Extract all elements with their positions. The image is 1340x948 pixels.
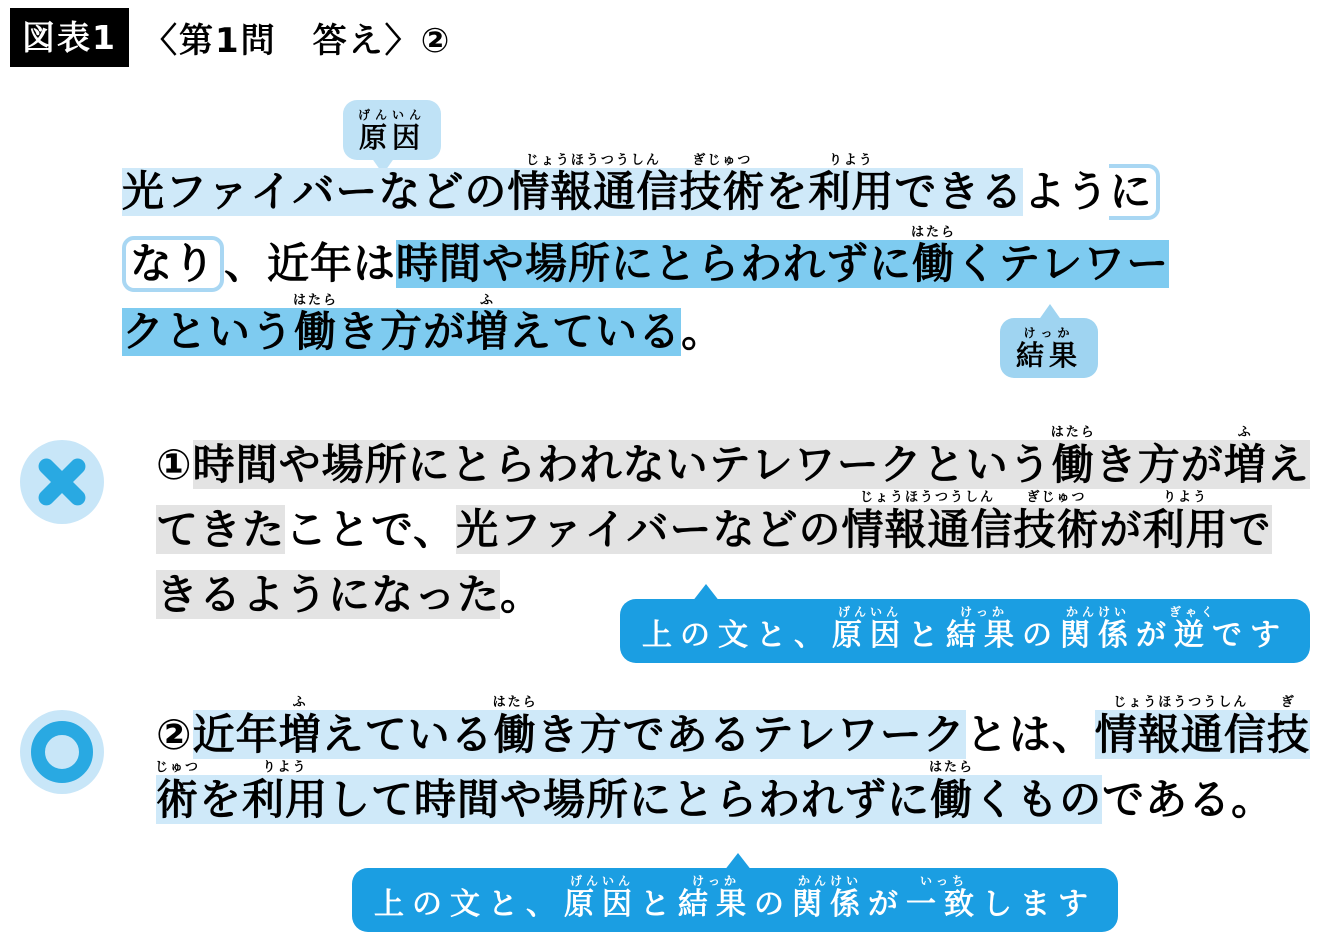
circle-icon: [31, 721, 93, 783]
passage-line-1: 光ファイバーなどの じょうほうつうしん 情報通信 ぎじゅつ 技術 を りよう 利用 できる よう に: [122, 148, 1169, 220]
wrong-answer-text: [156, 424, 1310, 619]
page-title: 〈第1問 答え〉②: [142, 21, 452, 61]
correct-answer-line-1: ② 近年 ふ 増 えている はたら 働 き方であるテレワーク とは、 じょうほうつうしん 情報通信 ぎ 技: [156, 695, 1310, 759]
result-label: けっか 結果: [1016, 326, 1083, 372]
correct-answer-callout: [352, 868, 1118, 932]
wrong-answer-line-2: てきた ことで、 光ファイバーなどの じょうほうつうしん 情報通信 ぎじゅつ 技術 が りよう 利用 で: [156, 490, 1272, 554]
wrong-mark-icon: [20, 440, 104, 524]
result-label-bubble: [1000, 318, 1098, 378]
header: [10, 8, 451, 67]
wrong-callout-text: 上の文と、 げんいん 原因 と けっか 結果 の かんけい 関係 が ぎゃく 逆 です: [642, 605, 1288, 653]
x-icon: [37, 457, 87, 507]
correct-callout-text: 上の文と、 げんいん 原因 と けっか 結果 の かんけい 関係 が いっち 一致 します: [374, 874, 1096, 922]
correct-answer-text: [156, 694, 1310, 824]
correct-answer-line-2: じゅつ 術 を りよう 利用 して時間や場所にとらわれずに はたら 働 くもの である。: [154, 760, 1275, 824]
figure-tag: 図表1: [10, 8, 129, 67]
cause-label: げんいん 原因: [357, 108, 427, 154]
passage-line-3: クという はたら 働 き方が ふ 増 えている 。: [122, 293, 725, 356]
wrong-answer-line-1: ① 時間や場所にとらわれないテレワークという はたら 働 き方が ふ 増 え: [156, 425, 1310, 489]
wrong-answer-callout: [620, 599, 1310, 663]
wrong-answer-line-3: きるようになった 。: [156, 570, 544, 619]
passage-line-2: なり 、近年は 時間や場所にとらわれずに はたら 働 くテレワー: [122, 220, 1169, 292]
correct-mark-icon: [20, 710, 104, 794]
